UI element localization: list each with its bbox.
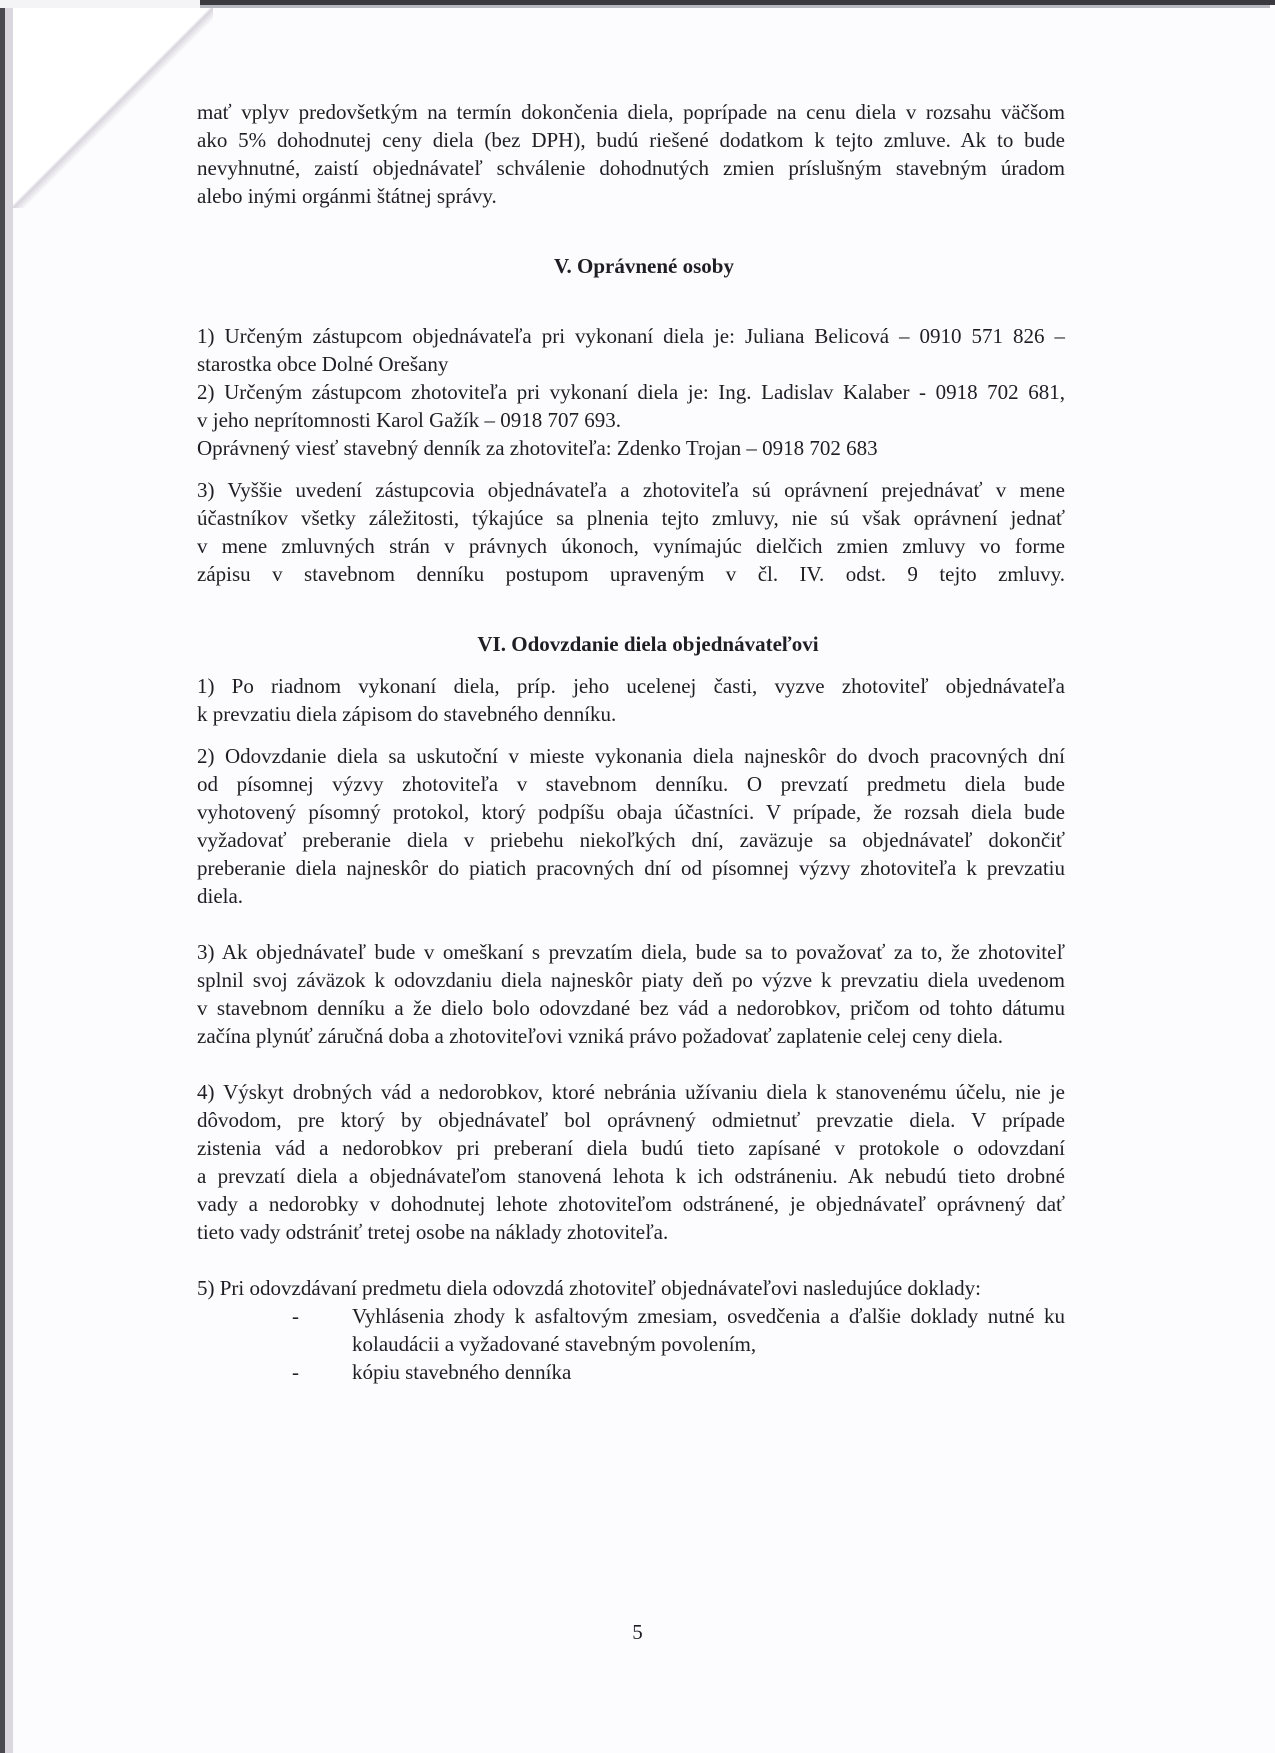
section-v-item-3 bbox=[197, 476, 1065, 588]
text-line: zistenia vád a nedorobkov pri preberaní diela budú tieto zapísané v protokole o odovzdaní bbox=[197, 1136, 1065, 1160]
section-v-item-1 bbox=[197, 322, 1065, 378]
dash-bullet-icon: - bbox=[292, 1360, 299, 1384]
text-line: nevyhnutné, zaistí objednávateľ schválenie dohodnutých zmien príslušným stavebným úradom bbox=[197, 156, 1065, 180]
text-line: Oprávnený viesť stavebný denník za zhotoviteľa: Zdenko Trojan – 0918 702 683 bbox=[197, 436, 878, 460]
page-number: 5 bbox=[632, 1620, 643, 1644]
document-page bbox=[197, 98, 1065, 1386]
text-line: 2) Odovzdanie diela sa uskutoční v mieste vykonania diela najneskôr do dvoch pracovných dní bbox=[197, 744, 1065, 768]
text-line: začína plynúť záručná doba a zhotoviteľovi vzniká právo požadovať zaplatenie celej ceny diela. bbox=[197, 1024, 1004, 1048]
text-line: vady a nedorobky v dohodnutej lehote zhotoviteľom odstránené, je objednávateľ oprávnený dať bbox=[197, 1192, 1065, 1216]
list-item bbox=[197, 1302, 1065, 1358]
text-line: 1) Určeným zástupcom objednávateľa pri vykonaní diela je: Juliana Belicová – 0910 571 826 – bbox=[197, 324, 1065, 348]
list-item bbox=[197, 1358, 1065, 1386]
dash-bullet-icon: - bbox=[292, 1304, 299, 1328]
text-line: 2) Určeným zástupcom zhotoviteľa pri vykonaní diela je: Ing. Ladislav Kalaber - 0918 702 681, bbox=[197, 380, 1065, 404]
text-line: 3) Ak objednávateľ bude v omeškaní s prevzatím diela, bude sa to považovať za to, že zhotoviteľ bbox=[197, 940, 1065, 964]
section-vi-item-3 bbox=[197, 938, 1065, 1050]
scan-edge-left-shadow bbox=[5, 0, 13, 1753]
text-line: a prevzatí diela a objednávateľom stanovená lehota k ich odstráneniu. Ak nebudú tieto drobné bbox=[197, 1164, 1065, 1188]
text-line: zápisu v stavebnom denníku postupom upraveným v čl. IV. odst. 9 tejto zmluvy. bbox=[197, 562, 1065, 586]
text-line: k prevzatiu diela zápisom do stavebného denníku. bbox=[197, 702, 617, 726]
text-line: mať vplyv predovšetkým na termín dokončenia diela, poprípade na cenu diela v rozsahu väčšom bbox=[197, 100, 1065, 124]
text-line: preberanie diela najneskôr do piatich pracovných dní od písomnej výzvy zhotoviteľa k prevzatiu bbox=[197, 856, 1065, 880]
text-line: ako 5% dohodnutej ceny diela (bez DPH), budú riešené dodatkom k tejto zmluve. Ak to bude bbox=[197, 128, 1065, 152]
text-line: Vyhlásenia zhody k asfaltovým zmesiam, osvedčenia a ďalšie doklady nutné ku bbox=[352, 1304, 1065, 1328]
page-fold-top bbox=[0, 0, 200, 8]
text-line: alebo inými orgánmi štátnej správy. bbox=[197, 184, 497, 208]
section-v-item-2 bbox=[197, 378, 1065, 434]
folded-corner bbox=[13, 8, 213, 208]
text-line: starostka obce Dolné Orešany bbox=[197, 352, 449, 376]
text-line: 3) Vyššie uvedení zástupcovia objednávateľa a zhotoviteľa sú oprávnení prejednávať v mene bbox=[197, 478, 1065, 502]
text-line: kópiu stavebného denníka bbox=[352, 1360, 572, 1384]
section-vi-item-4 bbox=[197, 1078, 1065, 1246]
text-line: diela. bbox=[197, 884, 244, 908]
section-v-heading: V. Oprávnené osoby bbox=[554, 254, 734, 278]
deliverables-list bbox=[197, 1302, 1065, 1386]
text-line: v jeho neprítomnosti Karol Gažík – 0918 707 693. bbox=[197, 408, 622, 432]
text-line: v stavebnom denníku a že dielo bolo odovzdané bez vád a nedorobkov, pričom od tohto dátumu bbox=[197, 996, 1065, 1020]
text-line: 5) Pri odovzdávaní predmetu diela odovzdá zhotoviteľ objednávateľovi nasledujúce doklady: bbox=[197, 1276, 981, 1300]
text-line: 4) Výskyt drobných vád a nedorobkov, ktoré nebránia užívaniu diela k stanovenému účelu, nie je bbox=[197, 1080, 1065, 1104]
text-line: účastníkov všetky záležitosti, týkajúce sa plnenia tejto zmluvy, nie sú však oprávnení jednať bbox=[197, 506, 1065, 530]
text-line: v mene zmluvných strán v právnych úkonoch, vynímajúc dielčich zmien zmluvy vo forme bbox=[197, 534, 1065, 558]
section-vi-item-5 bbox=[197, 1274, 1065, 1386]
section-vi-heading: VI. Odovzdanie diela objednávateľovi bbox=[477, 632, 819, 656]
text-line: 1) Po riadnom vykonaní diela, príp. jeho ucelenej časti, vyzve zhotoviteľ objednávateľa bbox=[197, 674, 1065, 698]
scan-edge-top-shadow bbox=[160, 5, 1270, 8]
text-line: vyžadovať preberanie diela v priebehu niekoľkých dní, zaväzuje sa objednávateľ dokončiť bbox=[197, 828, 1065, 852]
text-line: splnil svoj záväzok k odovzdaniu diela najneskôr piaty deň po výzve k prevzatiu diela uvedenom bbox=[197, 968, 1065, 992]
section-v-diary-line bbox=[197, 434, 1065, 462]
text-line: kolaudácii a vyžadované stavebným povolením, bbox=[352, 1332, 757, 1356]
section-vi-item-2 bbox=[197, 742, 1065, 910]
text-line: od písomnej výzvy zhotoviteľa v stavebnom denníku. O prevzatí predmetu diela bude bbox=[197, 772, 1065, 796]
text-line: dôvodom, pre ktorý by objednávateľ bol oprávnený odmietnuť prevzatie diela. V prípade bbox=[197, 1108, 1065, 1132]
intro-paragraph bbox=[197, 98, 1065, 210]
section-vi-item-1 bbox=[197, 672, 1065, 728]
text-line: vyhotovený písomný protokol, ktorý podpíšu obaja účastníci. V prípade, že rozsah diela bude bbox=[197, 800, 1065, 824]
text-line: tieto vady odstrániť tretej osobe na náklady zhotoviteľa. bbox=[197, 1220, 669, 1244]
